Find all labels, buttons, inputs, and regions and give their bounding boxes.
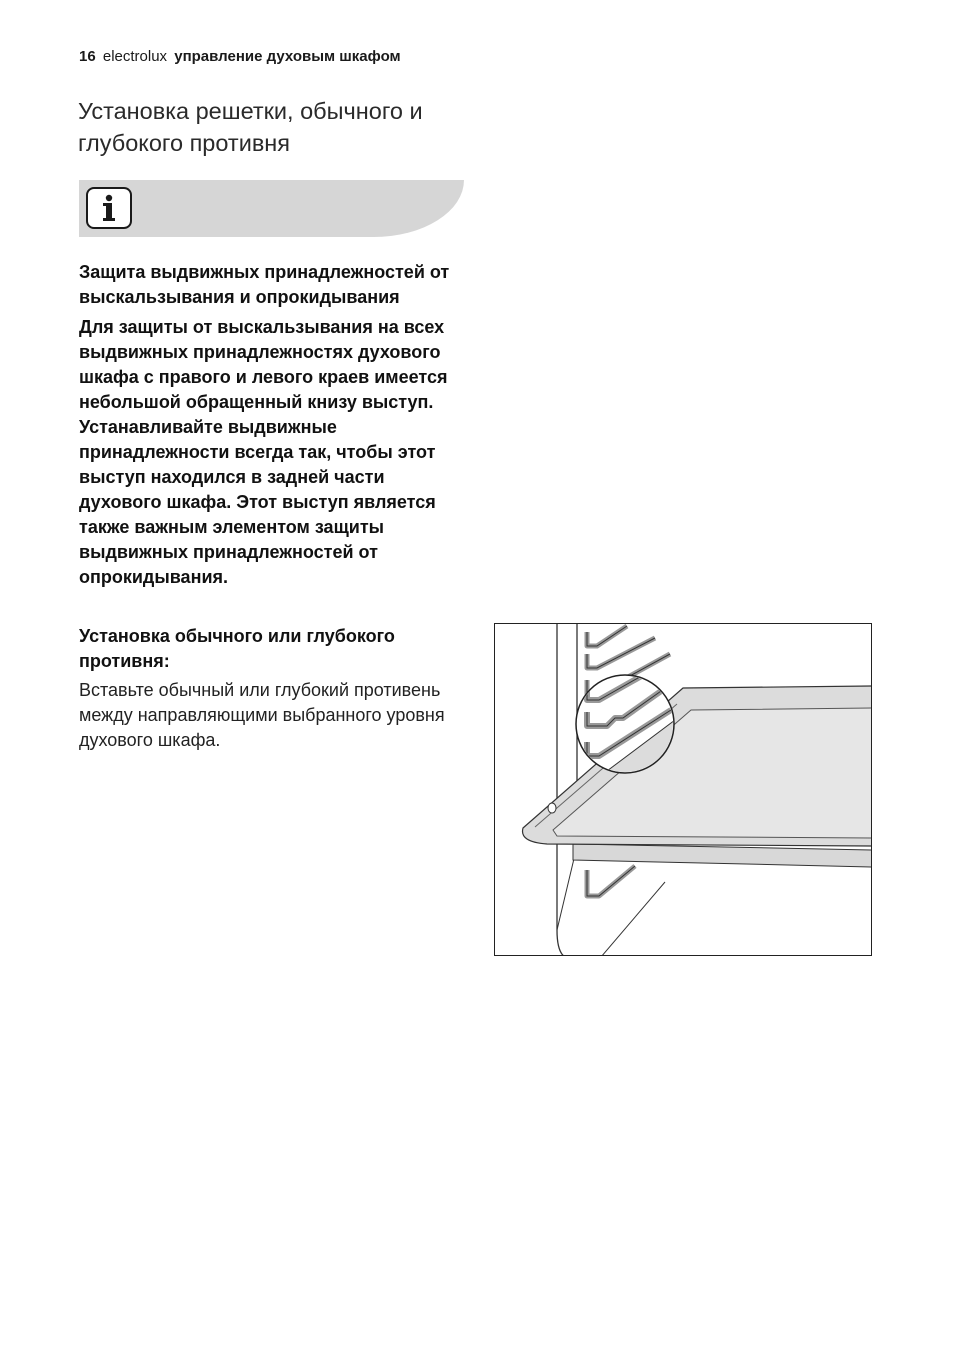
installation-title: Установка обычного или глубокого противня: [79,626,395,671]
page-number: 16 [79,48,96,65]
info-icon [86,187,132,229]
warning-title: Защита выдвижных принадлежностей от выскальзывания и опрокидывания [79,262,450,307]
oven-tray-drawing [495,624,872,956]
page-title: Установка решетки, обычного и глубокого противня [78,98,423,156]
brand-name: electrolux [102,48,168,65]
oven-tray-illustration [494,623,872,956]
warning-body: Для защиты от выскальзывания на всех выдвижных принадлежностях духового шкафа с правого и левого краев имеется небольшой обращенный книзу выступ. Устанавливайте выдвижные принадлежности всегда так, чтобы этот выступ находился в задней части духового шкафа. Этот выступ является также важным элементом защиты выдвижных принадлежностей от опрокидывания. [79,317,448,587]
info-banner [79,180,464,237]
section-title: управление духовым шкафом [174,48,401,65]
page-header [79,48,401,65]
installation-body: Вставьте обычный или глубокий противень между направляющими выбранного уровня духового шкафа. [79,680,445,750]
